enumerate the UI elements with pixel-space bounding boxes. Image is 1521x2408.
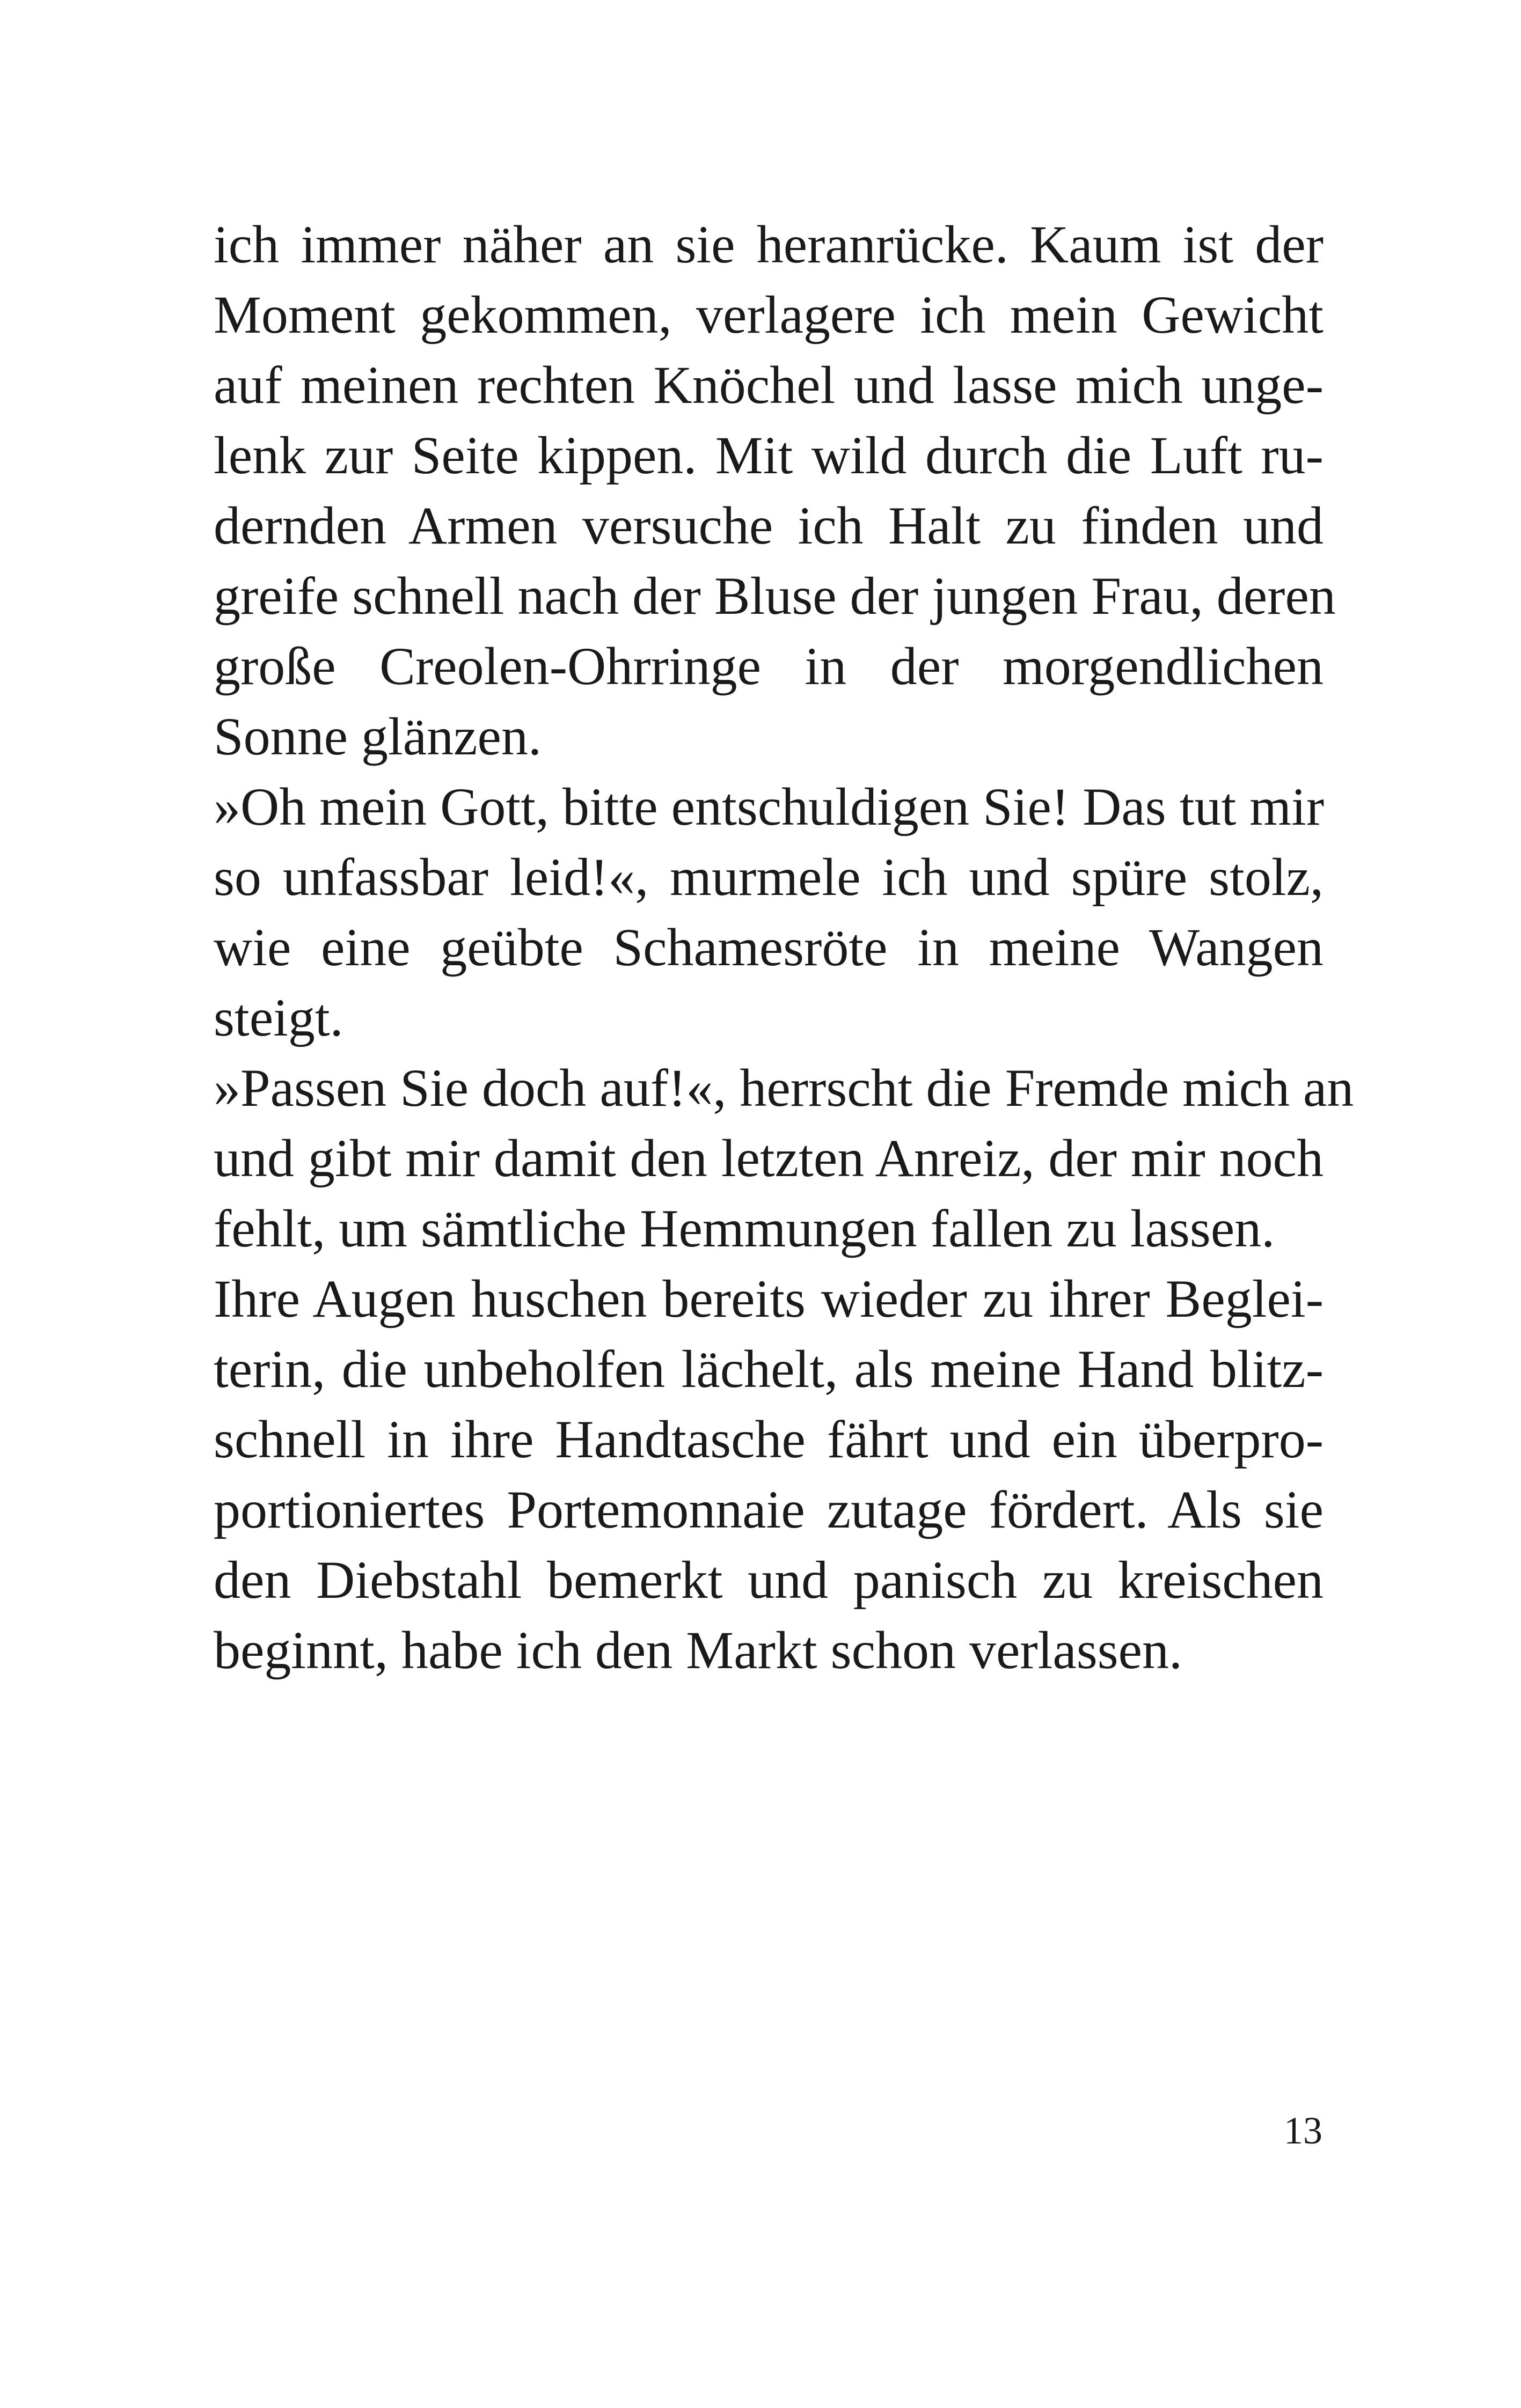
text-line: Sonne glänzen. [214, 707, 542, 766]
text-line: »Oh mein Gott, bitte entschuldigen Sie! Das tut mir [214, 777, 1325, 836]
text-line: greife schnell nach der Bluse der jungen Frau, deren [214, 566, 1336, 626]
text-line: Moment gekommen, verlagere ich mein Gewicht [214, 285, 1323, 344]
text-line: auf meinen rechten Knöchel und lasse mich unge- [214, 355, 1323, 415]
text-line: wie eine geübte Schamesröte in meine Wangen [214, 917, 1323, 977]
body-text [214, 209, 1354, 1685]
text-line: Ihre Augen huschen bereits wieder zu ihrer Beglei- [214, 1269, 1323, 1328]
text-line: so unfassbar leid!«, murmele ich und spüre stolz, [214, 847, 1323, 907]
text-line: lenk zur Seite kippen. Mit wild durch die Luft ru- [214, 425, 1323, 485]
text-line: den Diebstahl bemerkt und panisch zu kreischen [214, 1550, 1323, 1610]
text-line: portioniertes Portemonnaie zutage fördert. Als sie [214, 1480, 1323, 1539]
text-line: ich immer näher an sie heranrücke. Kaum ist der [214, 215, 1323, 274]
text-line: und gibt mir damit den letzten Anreiz, der mir noch [214, 1128, 1323, 1188]
text-line: beginnt, habe ich den Markt schon verlassen. [214, 1620, 1183, 1680]
text-line: dernden Armen versuche ich Halt zu finden und [214, 496, 1323, 555]
text-line: große Creolen-Ohrringe in der morgendlichen [214, 636, 1323, 696]
text-line: schnell in ihre Handtasche fährt und ein überpro- [214, 1409, 1323, 1469]
text-line: »Passen Sie doch auf!«, herrscht die Fremde mich an [214, 1058, 1354, 1118]
text-line: steigt. [214, 988, 343, 1047]
page-number: 13 [1284, 2109, 1322, 2152]
text-line: fehlt, um sämtliche Hemmungen fallen zu lassen. [214, 1199, 1275, 1258]
text-line: terin, die unbeholfen lächelt, als meine Hand blitz- [214, 1339, 1323, 1399]
